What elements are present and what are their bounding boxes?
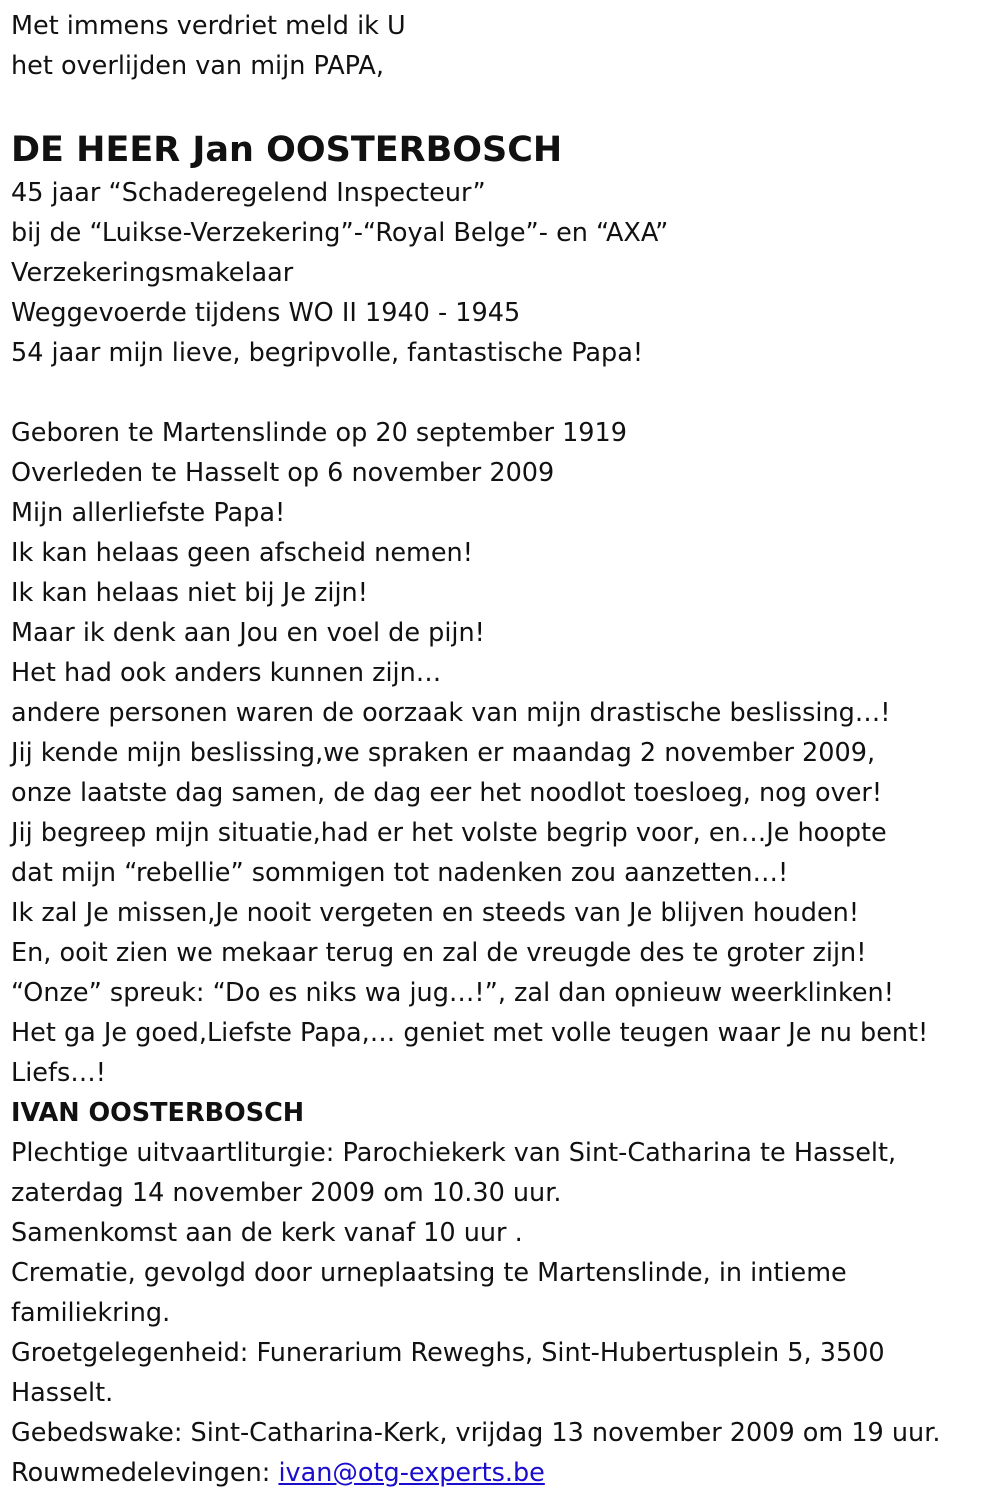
message-line: dat mijn “rebellie” sommigen tot nadenken zou aanzetten…!: [11, 858, 789, 888]
career-line: bij de “Luikse-Verzekering”-“Royal Belge”- en “AXA”: [11, 218, 669, 248]
paragraph-gap: [11, 373, 1000, 413]
career-line: Weggevoerde tijdens WO II 1940 - 1945: [11, 298, 521, 328]
signature: IVAN OOSTERBOSCH: [11, 1098, 305, 1128]
message-line: Het ga Je goed,Liefste Papa,… geniet met volle teugen waar Je nu bent!: [11, 1018, 929, 1048]
funeral-detail-line: Samenkomst aan de kerk vanaf 10 uur .: [11, 1218, 523, 1248]
message-line: En, ooit zien we mekaar terug en zal de vreugde des te groter zijn!: [11, 938, 867, 968]
funeral-detail-line: Crematie, gevolgd door urneplaatsing te Martenslinde, in intieme: [11, 1258, 847, 1288]
funeral-detail-line: zaterdag 14 november 2009 om 10.30 uur.: [11, 1178, 562, 1208]
message-line: Liefs…!: [11, 1058, 106, 1088]
message-line: Jij begreep mijn situatie,had er het volste begrip voor, en…Je hoopte: [11, 818, 887, 848]
condolences-label: Rouwmedelevingen:: [11, 1458, 279, 1488]
birth-line: Geboren te Martenslinde op 20 september 1919: [11, 418, 627, 448]
intro-line: het overlijden van mijn PAPA,: [11, 51, 384, 81]
funeral-detail-line: Hasselt.: [11, 1378, 114, 1408]
message-line: Ik kan helaas niet bij Je zijn!: [11, 578, 368, 608]
message-line: onze laatste dag samen, de dag eer het noodlot toesloeg, nog over!: [11, 778, 883, 808]
message-line: Ik zal Je missen,Je nooit vergeten en steeds van Je blijven houden!: [11, 898, 860, 928]
funeral-detail-line: Plechtige uitvaartliturgie: Parochiekerk van Sint-Catharina te Hasselt,: [11, 1138, 897, 1168]
deceased-name-title: DE HEER Jan OOSTERBOSCH: [11, 130, 563, 170]
death-line: Overleden te Hasselt op 6 november 2009: [11, 458, 555, 488]
funeral-detail-line: Groetgelegenheid: Funerarium Reweghs, Sint-Hubertusplein 5, 3500: [11, 1338, 885, 1368]
condolences-line: [11, 1453, 1000, 1493]
message-line: Maar ik denk aan Jou en voel de pijn!: [11, 618, 485, 648]
message-line: Het had ook anders kunnen zijn…: [11, 658, 442, 688]
career-line: Verzekeringsmakelaar: [11, 258, 294, 288]
funeral-detail-line: familiekring.: [11, 1298, 171, 1328]
career-line: 54 jaar mijn lieve, begripvolle, fantastische Papa!: [11, 338, 644, 368]
intro-line: Met immens verdriet meld ik U: [11, 11, 406, 41]
message-line: Ik kan helaas geen afscheid nemen!: [11, 538, 473, 568]
message-line: “Onze” spreuk: “Do es niks wa jug…!”, zal dan opnieuw weerklinken!: [11, 978, 894, 1008]
condolences-email-link[interactable]: ivan@otg-experts.be: [278, 1458, 545, 1488]
career-line: 45 jaar “Schaderegelend Inspecteur”: [11, 178, 486, 208]
message-line: Mijn allerliefste Papa!: [11, 498, 286, 528]
funeral-detail-line: Gebedswake: Sint-Catharina-Kerk, vrijdag 13 november 2009 om 19 uur.: [11, 1418, 941, 1448]
message-line: Jij kende mijn beslissing,we spraken er maandag 2 november 2009,: [11, 738, 876, 768]
message-line: andere personen waren de oorzaak van mijn drastische beslissing…!: [11, 698, 891, 728]
